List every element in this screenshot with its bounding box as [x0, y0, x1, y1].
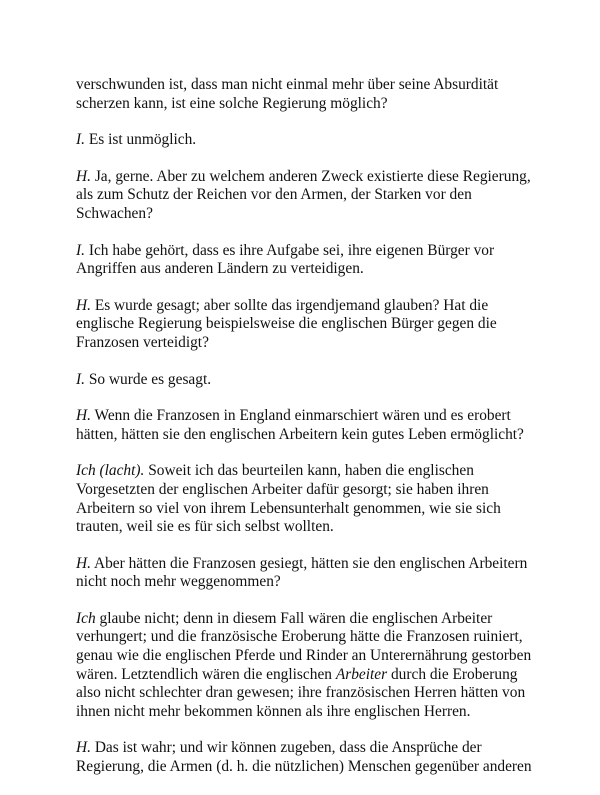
dialogue-paragraph: [76, 610, 538, 722]
dialogue-paragraph: [76, 76, 538, 113]
dialogue-paragraph: [76, 242, 538, 279]
paragraph-text: Aber hätten die Franzosen gesiegt, hätten sie den englischen Arbeitern nicht noch mehr weggenommen?: [76, 554, 528, 591]
paragraph-text: So wurde es gesagt.: [84, 370, 212, 388]
speaker-label: H.: [76, 739, 91, 757]
paragraph-text: Wenn die Franzosen in England einmarschiert wären und es erobert hätten, hätten sie den englischen Arbeitern kein gutes Leben ermöglicht?: [76, 407, 524, 443]
speaker-label: H.: [76, 407, 91, 425]
paragraph-text: Es wurde gesagt; aber sollte das irgendjemand glauben? Hat die englische Regierung beispielsweise die englischen Bürger gegen die Franzosen verteidigt?: [76, 296, 497, 351]
speaker-label: H.: [76, 296, 91, 314]
paragraph-text: Es ist unmöglich.: [84, 131, 197, 149]
speaker-label: Ich: [76, 609, 96, 627]
emphasized-text: Arbeiter: [335, 665, 388, 683]
document-page: [76, 76, 538, 795]
paragraph-text: durch die Eroberung also nicht schlechter dran gewesen; ihre französischen Herren hätten von ihnen nicht mehr bekommen können als ihre englischen Herren.: [76, 665, 526, 720]
speaker-label: I.: [76, 370, 85, 388]
paragraph-text: Ich habe gehört, dass es ihre Aufgabe sei, ihre eigenen Bürger vor Angriffen aus anderen Ländern zu verteidigen.: [76, 241, 495, 278]
speaker-label: I.: [76, 241, 85, 259]
speaker-label: H.: [76, 554, 91, 572]
dialogue-paragraph: [76, 131, 538, 150]
paragraph-text: Ja, gerne. Aber zu welchem anderen Zweck existierte diese Regierung, als zum Schutz der Reichen vor den Armen, der Starken vor den Schwachen?: [76, 167, 531, 222]
speaker-label: H.: [76, 167, 91, 185]
dialogue-paragraph: [76, 462, 538, 536]
dialogue-paragraph: [76, 371, 538, 390]
dialogue-paragraph: [76, 739, 538, 776]
speaker-label: Ich (lacht).: [76, 462, 145, 480]
paragraph-text: Das ist wahr; und wir können zugeben, dass die Ansprüche der Regierung, die Armen (d. h. die nützlichen) Menschen gegenüber anderen: [76, 739, 532, 776]
paragraph-text: verschwunden ist, dass man nicht einmal mehr über seine Absurdität scherzen kann, ist eine solche Regierung möglich?: [76, 76, 499, 112]
paragraph-text: Soweit ich das beurteilen kann, haben die englischen Vorgesetzten der englischen Arbeiter dafür gesorgt; sie haben ihren Arbeitern so viel von ihrem Lebensunterhalt genommen, wie sie sich trauten, weil sie es für sich selbst wollten.: [76, 462, 501, 536]
dialogue-paragraph: [76, 168, 538, 224]
dialogue-paragraph: [76, 555, 538, 592]
speaker-label: I.: [76, 131, 85, 149]
dialogue-paragraph: [76, 297, 538, 353]
paragraph-text: glaube nicht; denn in diesem Fall wären die englischen Arbeiter verhungert; und die französische Eroberung hätte die Franzosen ruiniert, genau wie die englischen Pferde und Rinder an Unterernährung gestorben wären. Letztendlich wären die englischen: [76, 609, 532, 683]
dialogue-paragraph: [76, 407, 538, 444]
